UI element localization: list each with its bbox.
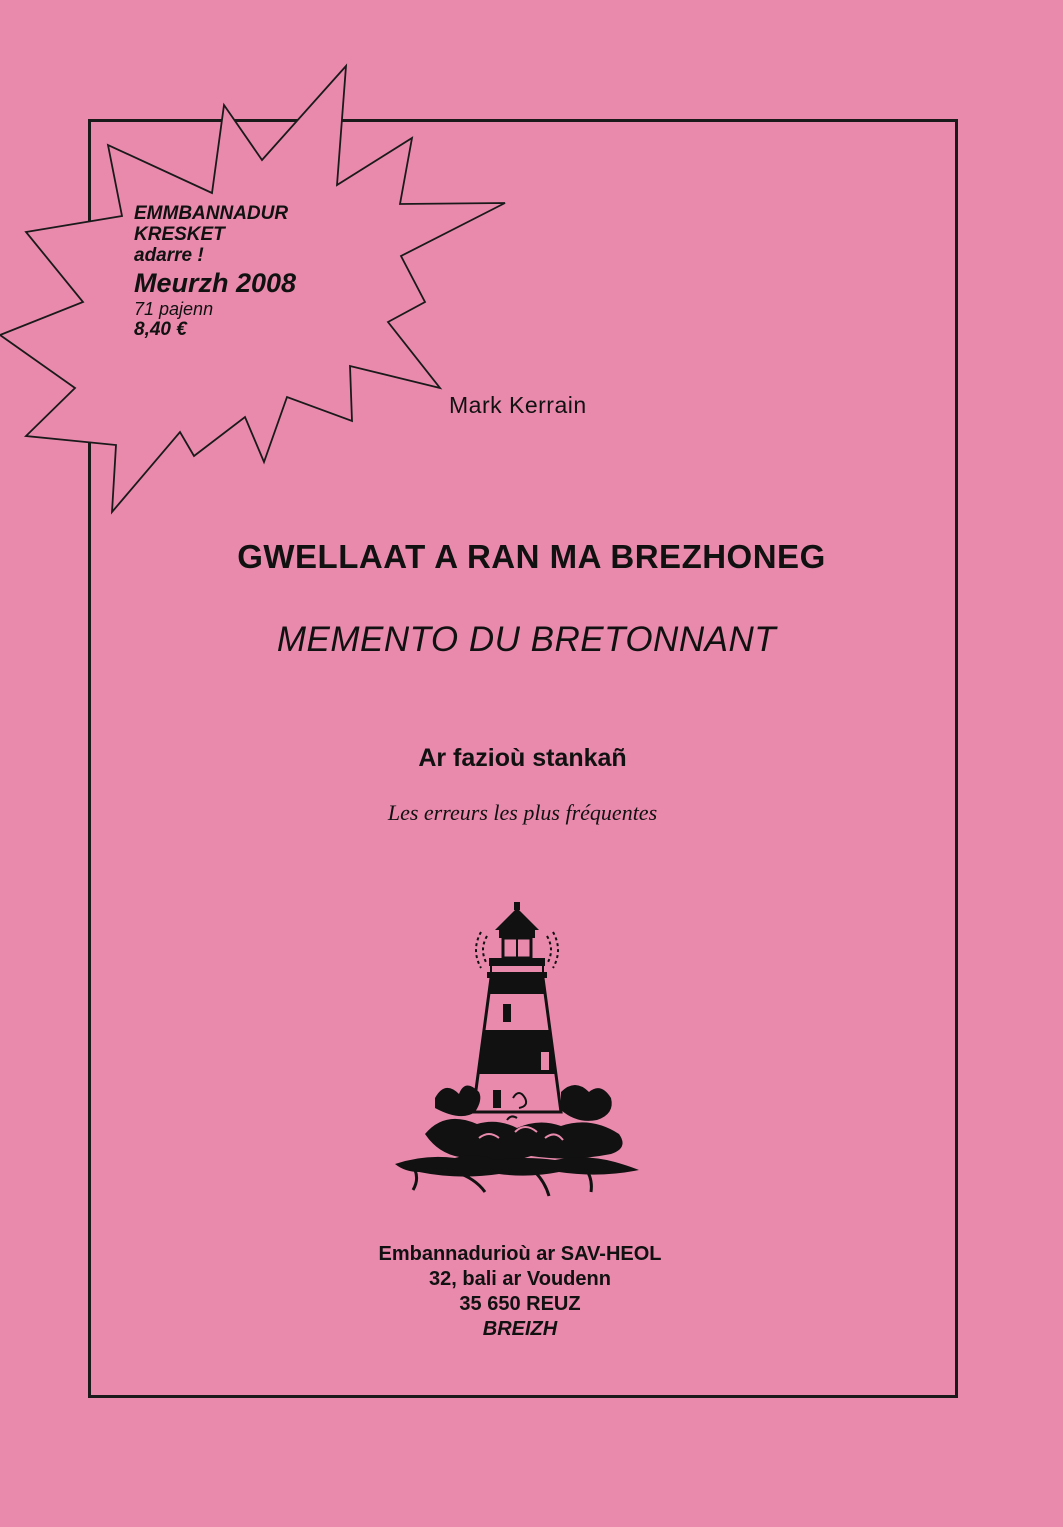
promo-line-again: adarre ! xyxy=(134,244,204,266)
publisher-street: 32, bali ar Voudenn xyxy=(429,1268,611,1290)
publisher-country: BREIZH xyxy=(482,1318,558,1340)
author-name: Mark Kerrain xyxy=(449,392,587,418)
promo-pages: 71 pajenn xyxy=(134,299,214,320)
promo-date: Meurzh 2008 xyxy=(134,267,297,298)
section-subtitle: Les erreurs les plus fréquentes xyxy=(387,800,658,825)
promo-line-enlarged: KRESKET xyxy=(134,223,225,245)
book-title: GWELLAAT A RAN MA BREZHONEG xyxy=(237,538,826,575)
book-subtitle: MEMENTO DU BRETONNANT xyxy=(276,620,777,659)
lighthouse-icon xyxy=(395,902,645,1197)
section-title: Ar fazioù stankañ xyxy=(418,744,627,772)
promo-badge-text xyxy=(134,204,296,341)
publisher-address xyxy=(0,1242,1040,1342)
promo-price: 8,40 € xyxy=(134,319,187,341)
publisher-city: 35 650 REUZ xyxy=(459,1293,581,1315)
publisher-name: Embannadurioù ar SAV-HEOL xyxy=(378,1243,662,1265)
promo-line-edition: EMMBANNADUR xyxy=(134,203,289,224)
